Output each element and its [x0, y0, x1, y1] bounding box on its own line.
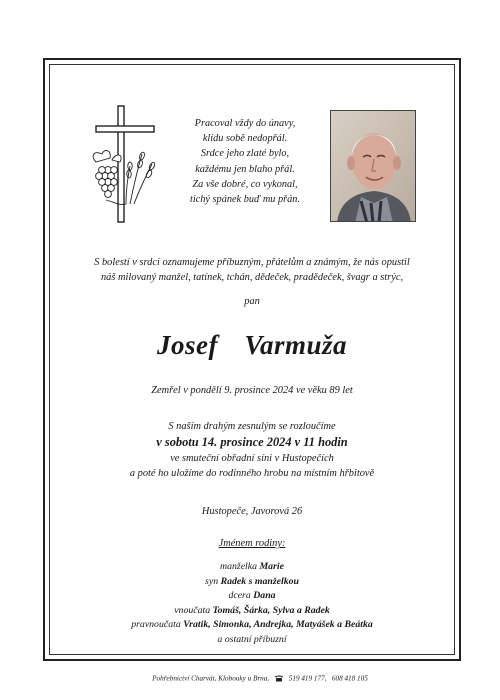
deceased-name: Josef Varmuža — [156, 330, 348, 360]
announcement-line: S bolestí v srdci oznamujeme příbuzným, přátelům a známým, že nás opustil — [94, 257, 410, 268]
family-member: vnoučata Tomáš, Šárka, Sylva a Radek — [174, 604, 330, 616]
announcement — [60, 256, 444, 285]
announcement-line: náš milovaný manžel, tatínek, tchán, dědeček, pradědeček, švagr a strýc, — [100, 271, 404, 283]
poem-line: Za vše dobré, co vykonal, — [192, 178, 298, 190]
family-member: manželka Marie — [220, 561, 284, 572]
funeral-company: Pohřebnictví Charvát, Klobouky u Brna, — [152, 674, 270, 683]
portrait-photo — [330, 110, 416, 222]
funeral-datetime: v sobotu 14. prosince 2024 v 11 hodin — [156, 435, 348, 449]
title-pan: pan — [244, 296, 260, 307]
phone-numbers: 519 419 177, 608 418 105 — [288, 674, 368, 683]
poem-line: každému jen blaho přál. — [195, 163, 295, 175]
family-member: pravnoučata Vratik, Simonka, Andrejka, Matyášek a Beátka — [131, 619, 373, 631]
family-member: syn Radek s manželkou — [205, 575, 299, 587]
phone-icon — [274, 674, 284, 684]
death-notice: Zemřel v pondělí 9. prosince 2024 ve věku 89 let — [151, 385, 353, 396]
poem-line: Srdce jeho zlaté bylo, — [200, 148, 290, 160]
poem-line: tichý spánek buď mu přán. — [189, 194, 301, 206]
poem-line: klidu sobě nedopřál. — [202, 133, 288, 145]
funeral-service-footer — [100, 674, 420, 684]
poem — [170, 116, 320, 207]
address: Hustopeče, Javorová 26 — [201, 506, 303, 517]
family-member: a ostatní příbuzní — [217, 633, 287, 645]
farewell-line: S naším drahým zesnulým se rozloučíme — [168, 421, 336, 432]
farewell-line: ve smuteční obřadní síni v Hustopečích — [170, 453, 334, 464]
farewell-line: a poté ho uložíme do rodinného hrobu na místním hřbitově — [129, 468, 375, 479]
farewell-info — [60, 419, 444, 481]
family-member: dcera Dana — [228, 590, 276, 602]
family-list — [60, 560, 444, 648]
family-heading: Jménem rodiny: — [218, 538, 286, 549]
poem-line: Pracoval vždy do únavy, — [194, 118, 296, 129]
cross-icon — [86, 104, 164, 226]
